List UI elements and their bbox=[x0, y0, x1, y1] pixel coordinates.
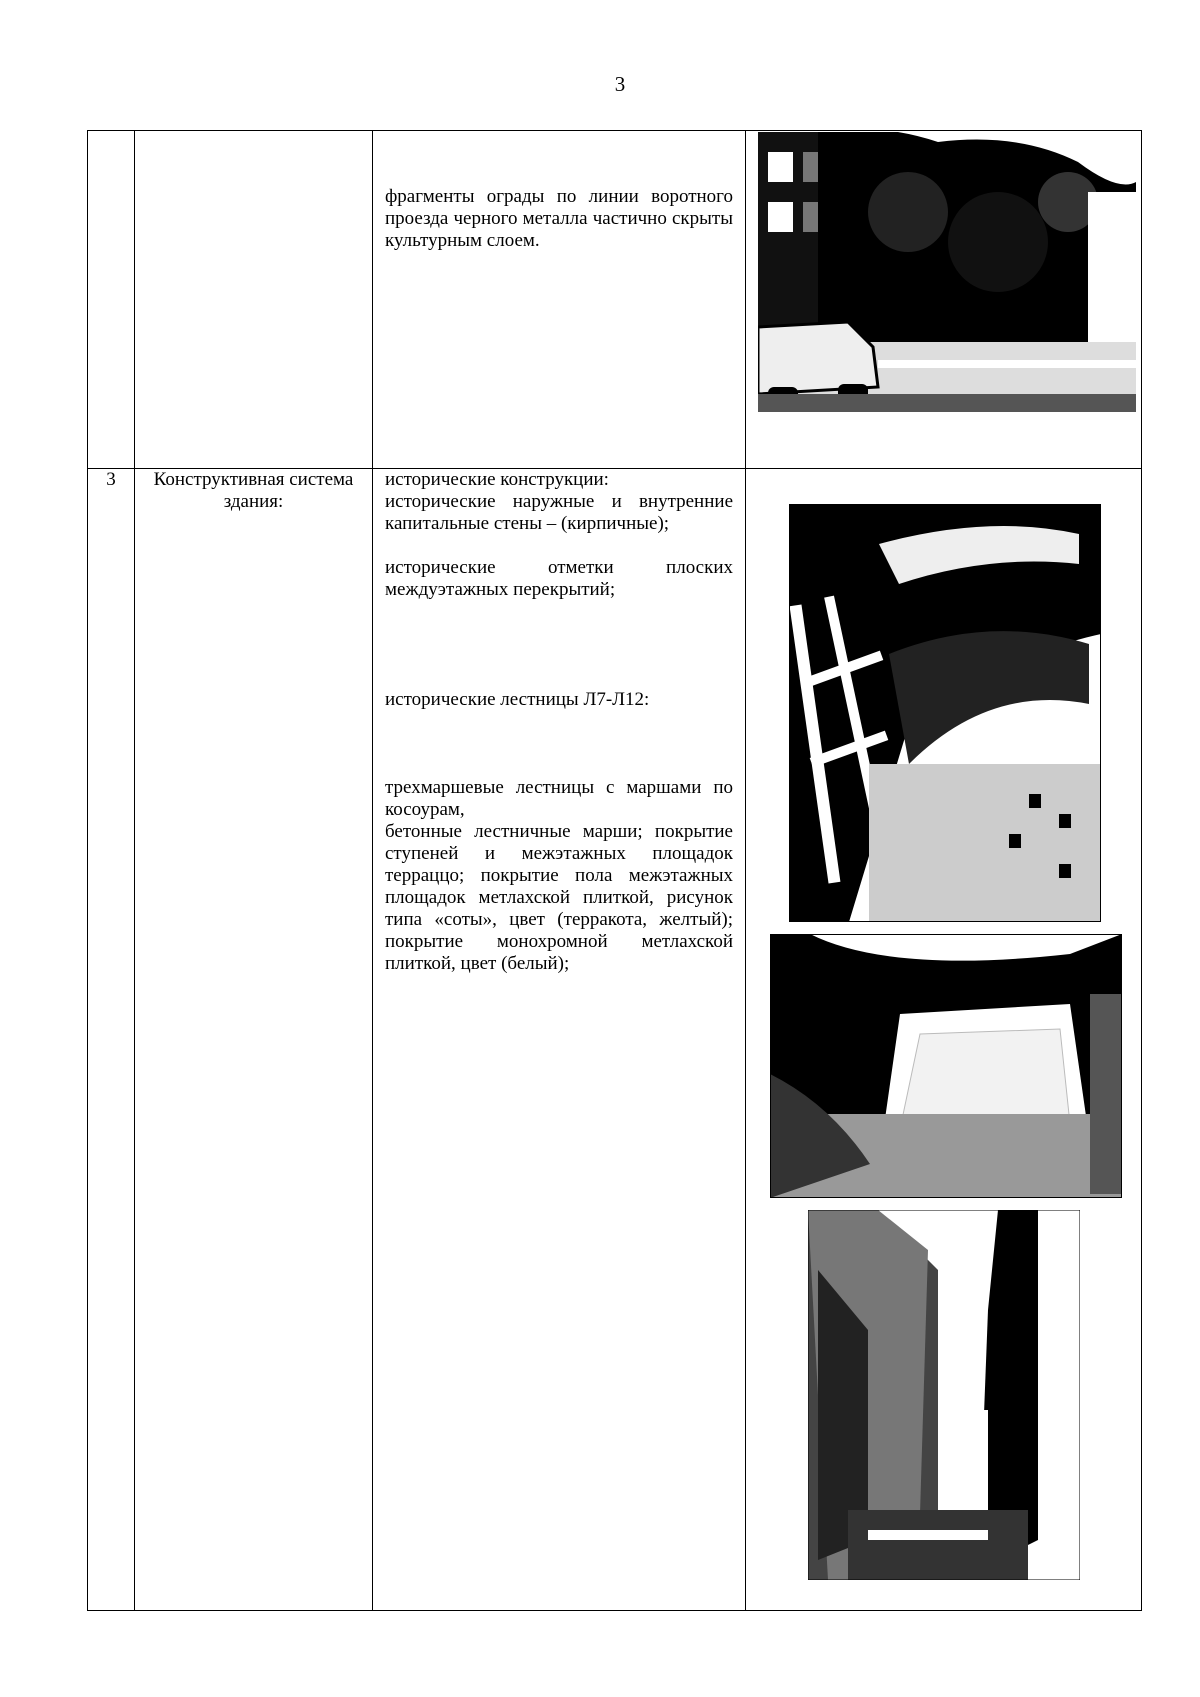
row-label-cell bbox=[135, 131, 373, 469]
row-number-cell bbox=[88, 131, 135, 469]
row-description-cell bbox=[373, 469, 746, 1611]
description-paragraph: исторические наружные и внутренние капитальные стены – (кирпичные); bbox=[385, 491, 733, 534]
description-paragraph: исторические отметки плоских междуэтажных перекрытий; bbox=[385, 557, 733, 600]
row-description-cell bbox=[373, 131, 746, 469]
description-paragraph: фрагменты ограды по линии воротного проезда черного металла частично скрыты культурным слоем. bbox=[385, 186, 733, 251]
staircase-photo-1 bbox=[789, 504, 1101, 922]
row-label-cell: Конструктивная система здания: bbox=[135, 469, 373, 1611]
page-number: 3 bbox=[614, 72, 626, 96]
staircase-photo-3 bbox=[808, 1210, 1080, 1580]
row-number-cell: 3 bbox=[88, 469, 135, 1611]
staircase-photo-2 bbox=[770, 934, 1122, 1198]
description-paragraph: исторические лестницы Л7-Л12: bbox=[385, 689, 650, 710]
description-paragraph: трехмаршевые лестницы с маршами по косоурам, bbox=[385, 777, 733, 820]
description-paragraph: исторические конструкции: bbox=[385, 469, 609, 490]
street-photo bbox=[758, 132, 1136, 412]
description-paragraph: бетонные лестничные марши; покрытие ступеней и межэтажных площадок терраццо; покрытие пола межэтажных площадок метлахской плиткой, рисунок типа «соты», цвет (терракота, желтый); покрытие монохромной метлахской плиткой, цвет (белый); bbox=[385, 821, 733, 974]
